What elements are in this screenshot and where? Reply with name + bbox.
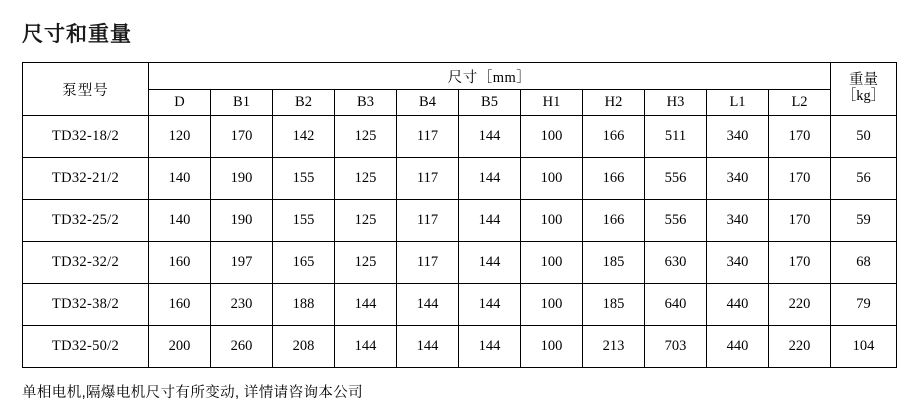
table-row (23, 242, 897, 284)
header-dimension-group: 尺寸［mm］ (149, 63, 831, 90)
cell-weight: 79 (831, 284, 897, 326)
cell-h1: 100 (521, 242, 583, 284)
cell-b3: 125 (335, 116, 397, 158)
table-head (23, 63, 897, 116)
header-col-d: D (149, 90, 211, 116)
cell-b4: 117 (397, 200, 459, 242)
cell-b3: 125 (335, 200, 397, 242)
cell-b1: 260 (211, 326, 273, 368)
cell-h3: 630 (645, 242, 707, 284)
cell-l2: 220 (769, 326, 831, 368)
cell-b1: 197 (211, 242, 273, 284)
cell-model: TD32-25/2 (23, 200, 149, 242)
header-col-h3: H3 (645, 90, 707, 116)
cell-b5: 144 (459, 116, 521, 158)
header-col-b2: B2 (273, 90, 335, 116)
cell-h1: 100 (521, 326, 583, 368)
cell-b4: 144 (397, 284, 459, 326)
cell-l2: 170 (769, 158, 831, 200)
header-col-l1: L1 (707, 90, 769, 116)
cell-h1: 100 (521, 284, 583, 326)
cell-b2: 142 (273, 116, 335, 158)
cell-b3: 125 (335, 158, 397, 200)
table-row (23, 284, 897, 326)
cell-model: TD32-18/2 (23, 116, 149, 158)
cell-d: 160 (149, 284, 211, 326)
cell-l1: 340 (707, 116, 769, 158)
cell-weight: 59 (831, 200, 897, 242)
cell-b5: 144 (459, 242, 521, 284)
cell-h2: 166 (583, 158, 645, 200)
cell-l2: 170 (769, 200, 831, 242)
cell-h2: 166 (583, 200, 645, 242)
header-col-l2: L2 (769, 90, 831, 116)
cell-l1: 340 (707, 242, 769, 284)
cell-h3: 556 (645, 200, 707, 242)
cell-b1: 190 (211, 158, 273, 200)
cell-model: TD32-32/2 (23, 242, 149, 284)
header-col-h1: H1 (521, 90, 583, 116)
header-col-b5: B5 (459, 90, 521, 116)
cell-h3: 640 (645, 284, 707, 326)
header-weight-unit: ［kg］ (841, 88, 886, 105)
cell-b5: 144 (459, 200, 521, 242)
cell-b5: 144 (459, 284, 521, 326)
cell-d: 120 (149, 116, 211, 158)
cell-d: 140 (149, 200, 211, 242)
cell-l1: 440 (707, 284, 769, 326)
cell-b2: 155 (273, 158, 335, 200)
cell-model: TD32-38/2 (23, 284, 149, 326)
cell-b5: 144 (459, 158, 521, 200)
cell-b2: 155 (273, 200, 335, 242)
header-weight (831, 63, 897, 116)
cell-h2: 185 (583, 284, 645, 326)
cell-h3: 556 (645, 158, 707, 200)
table-row (23, 116, 897, 158)
cell-model: TD32-21/2 (23, 158, 149, 200)
page-title: 尺寸和重量 (22, 23, 132, 46)
cell-h1: 100 (521, 116, 583, 158)
cell-b4: 117 (397, 116, 459, 158)
header-model: 泵型号 (23, 63, 149, 116)
cell-b2: 188 (273, 284, 335, 326)
cell-model: TD32-50/2 (23, 326, 149, 368)
cell-b1: 230 (211, 284, 273, 326)
cell-l2: 170 (769, 116, 831, 158)
table-footnote: 单相电机,隔爆电机尺寸有所变动, 详情请咨询本公司 (22, 385, 364, 401)
table-header-row-sub (23, 90, 897, 116)
cell-l1: 340 (707, 158, 769, 200)
dimensions-weight-table (22, 62, 897, 368)
header-col-h2: H2 (583, 90, 645, 116)
cell-d: 160 (149, 242, 211, 284)
cell-b4: 144 (397, 326, 459, 368)
table-body (23, 116, 897, 368)
cell-h1: 100 (521, 158, 583, 200)
header-col-b4: B4 (397, 90, 459, 116)
cell-h1: 100 (521, 200, 583, 242)
cell-weight: 50 (831, 116, 897, 158)
table-row (23, 158, 897, 200)
cell-h3: 511 (645, 116, 707, 158)
cell-b5: 144 (459, 326, 521, 368)
cell-d: 140 (149, 158, 211, 200)
cell-l2: 220 (769, 284, 831, 326)
cell-weight: 68 (831, 242, 897, 284)
cell-b3: 144 (335, 326, 397, 368)
header-col-b1: B1 (211, 90, 273, 116)
cell-b3: 144 (335, 284, 397, 326)
cell-b3: 125 (335, 242, 397, 284)
cell-b1: 170 (211, 116, 273, 158)
cell-h3: 703 (645, 326, 707, 368)
cell-b4: 117 (397, 242, 459, 284)
cell-weight: 56 (831, 158, 897, 200)
cell-b2: 208 (273, 326, 335, 368)
cell-b1: 190 (211, 200, 273, 242)
header-col-b3: B3 (335, 90, 397, 116)
cell-h2: 185 (583, 242, 645, 284)
table-row (23, 200, 897, 242)
cell-l2: 170 (769, 242, 831, 284)
cell-b4: 117 (397, 158, 459, 200)
cell-weight: 104 (831, 326, 897, 368)
table-row (23, 326, 897, 368)
header-weight-label: 重量 (849, 72, 878, 89)
cell-h2: 166 (583, 116, 645, 158)
cell-l1: 440 (707, 326, 769, 368)
cell-b2: 165 (273, 242, 335, 284)
cell-h2: 213 (583, 326, 645, 368)
cell-d: 200 (149, 326, 211, 368)
cell-l1: 340 (707, 200, 769, 242)
table-header-row-top (23, 63, 897, 90)
